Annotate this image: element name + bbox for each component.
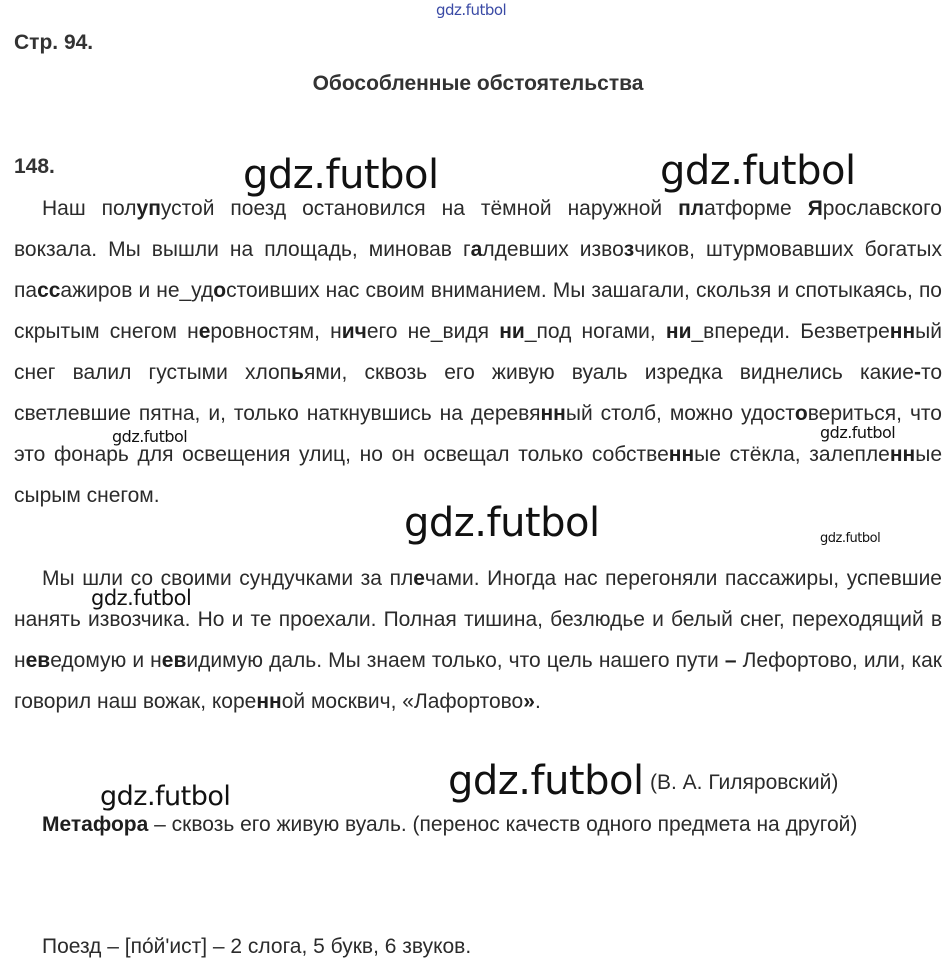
text-segment: лдевших изво bbox=[482, 238, 624, 261]
highlighted-letters: о bbox=[213, 279, 227, 302]
highlighted-letters: нн bbox=[668, 443, 695, 466]
text-segment: _под ногами, bbox=[524, 320, 666, 343]
highlighted-letters: уп bbox=[136, 197, 161, 220]
text-segment: атформе bbox=[704, 197, 808, 220]
text-segment: ый снег валил густыми хлоп bbox=[14, 320, 942, 384]
highlighted-letters: нн bbox=[256, 690, 282, 713]
text-segment: ый столб, можно удост bbox=[565, 402, 795, 425]
phonetic-analysis: Поезд – [по́й'ист] – 2 слога, 5 букв, 6 звуков. bbox=[42, 935, 472, 958]
text-segment: ровностям, н bbox=[210, 320, 342, 343]
text-segment: его не_видя bbox=[366, 320, 500, 343]
highlighted-letters: ич bbox=[341, 320, 367, 343]
text-segment: ые стёкла, залепле bbox=[694, 443, 890, 466]
text-segment: рославского вокзала. Мы вышли на площадь, миновав г bbox=[14, 197, 942, 261]
text-segment: Наш пол bbox=[42, 197, 137, 220]
text-segment: идимую даль. Мы знаем только, что цель нашего пути bbox=[186, 649, 725, 672]
watermark: gdz.futbol bbox=[660, 148, 856, 194]
text-segment: Лефортово, или, как говорил наш вожак, коре bbox=[14, 649, 942, 713]
text-segment: то светлевшие пятна, и, только наткнувшись на деревя bbox=[14, 361, 942, 425]
highlighted-letters: з bbox=[623, 238, 635, 261]
text-segment: Мы шли со своими сундучками за пл bbox=[42, 567, 414, 590]
text-segment: ой москвич, «Лафортово bbox=[281, 690, 524, 713]
section-title: Обособленные обстоятельства bbox=[312, 72, 644, 95]
highlighted-letters: нн bbox=[889, 443, 916, 466]
highlighted-letters: ев bbox=[25, 649, 51, 672]
highlighted-letters: о bbox=[794, 402, 808, 425]
watermark: gdz.futbol bbox=[404, 500, 600, 546]
highlighted-letters: - bbox=[913, 361, 921, 384]
watermark: gdz.futbol bbox=[448, 758, 644, 804]
highlighted-letters: е bbox=[198, 320, 211, 343]
watermark: gdz.futbol bbox=[243, 152, 439, 198]
highlighted-letters: ни bbox=[499, 320, 525, 343]
metaphor-text: – сквозь его живую вуаль. (перенос качеств одного предмета на другой) bbox=[148, 813, 858, 836]
highlighted-letters: – bbox=[724, 649, 737, 672]
watermark: gdz.futbol bbox=[820, 423, 896, 442]
author: (В. А. Гиляровский) bbox=[650, 771, 839, 794]
highlighted-letters: а bbox=[470, 238, 483, 261]
highlighted-letters: нн bbox=[540, 402, 566, 425]
text-segment: стоивших нас своим вниманием. Мы зашагали, скользя и спотыкаясь, по скрытым снегом н bbox=[14, 279, 942, 343]
text-segment: . bbox=[534, 690, 541, 713]
text-segment: ями, сквозь его живую вуаль изредка виднелись какие bbox=[303, 361, 914, 384]
text-segment: устой поезд остановился на тёмной наружной bbox=[160, 197, 679, 220]
watermark: gdz.futbol bbox=[91, 586, 192, 610]
watermark: gdz.futbol bbox=[112, 427, 188, 446]
highlighted-letters: ев bbox=[161, 649, 187, 672]
highlighted-letters: нн bbox=[889, 320, 916, 343]
text-segment: ажиров и не_уд bbox=[60, 279, 214, 302]
text-segment: _впереди. Безветре bbox=[691, 320, 890, 343]
highlighted-letters: сс bbox=[37, 279, 61, 302]
watermark: gdz.futbol bbox=[436, 1, 507, 19]
watermark: gdz.futbol bbox=[820, 531, 881, 546]
paragraph-1 bbox=[14, 188, 942, 516]
highlighted-letters: пл bbox=[678, 197, 705, 220]
text-segment: ые сырым снегом. bbox=[14, 443, 942, 507]
paragraph-2 bbox=[14, 558, 942, 722]
text-segment: чами. Иногда нас перегоняли пассажиры, успевшие нанять извозчика. Но и те проехали. Полная тишина, безлюдье и белый снег, переходящий в н bbox=[14, 567, 942, 672]
watermark: gdz.futbol bbox=[100, 781, 231, 812]
highlighted-letters: ь bbox=[291, 361, 304, 384]
metaphor-label: Метафора bbox=[42, 813, 149, 836]
text-segment: чиков, штурмовавших богатых па bbox=[14, 238, 942, 302]
page-label: Стр. 94. bbox=[14, 31, 94, 54]
text-segment: вериться, что это фонарь для освещения улиц, но он освещал только собстве bbox=[14, 402, 942, 466]
highlighted-letters: Я bbox=[807, 197, 823, 220]
text-segment: едомую и н bbox=[50, 649, 162, 672]
exercise-number: 148. bbox=[14, 155, 55, 178]
highlighted-letters: » bbox=[523, 690, 535, 713]
highlighted-letters: е bbox=[413, 567, 425, 590]
highlighted-letters: ни bbox=[665, 320, 692, 343]
